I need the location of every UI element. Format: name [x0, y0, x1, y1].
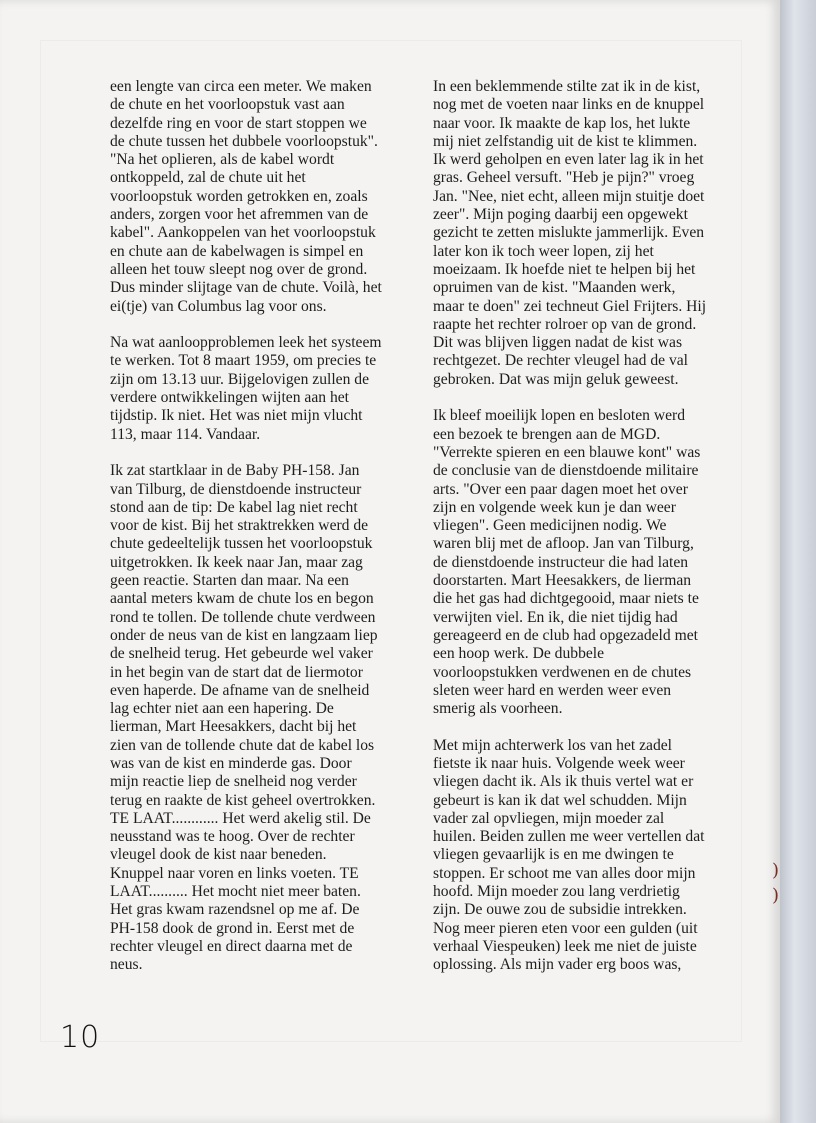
text-line: gebeurt is kan ik dat wel schudden. Mijn	[433, 791, 687, 809]
text-line: tijdstip. Ik niet. Het was niet mijn vlucht	[110, 407, 363, 425]
text-line: vliegen gevaarlijk is en me dwingen te	[433, 846, 674, 864]
text-line: vleugel dook de kist naar beneden.	[110, 846, 327, 864]
text-line: ontkoppeld, zal de chute uit het	[110, 169, 306, 187]
text-line: even haperde. De afname van de snelheid	[110, 681, 370, 699]
text-line: vliegen". Geen medicijnen nodig. We	[433, 517, 667, 535]
text-line: Na wat aanloopproblemen leek het systeem	[110, 334, 382, 352]
paragraph	[433, 737, 733, 975]
text-line: uitgetrokken. Ik keek naar Jan, maar zag	[110, 553, 363, 571]
paragraph	[433, 78, 733, 389]
page-edge	[780, 0, 816, 1123]
text-line: een bezoek te brengen aan de MGD.	[433, 425, 661, 443]
text-line: stoppen. Er schoot me van alles door mijn	[433, 864, 696, 882]
text-line: Ik zat startklaar in de Baby PH-158. Jan	[110, 462, 360, 480]
text-line: een lengte van circa een meter. We maken	[110, 78, 372, 95]
text-line: onder de neus van de kist en langzaam liep	[110, 626, 378, 644]
text-line: voor de kist. Bij het straktrekken werd de	[110, 517, 369, 535]
paragraph-gap	[110, 316, 402, 334]
text-line: gebroken. Dat was mijn geluk geweest.	[433, 370, 679, 388]
text-line: chute gedeeltelijk tussen het voorloopstuk	[110, 535, 373, 553]
text-line: Ik werd geholpen en even later lag ik in het	[433, 151, 704, 169]
text-line: verwijten viel. En ik, die niet tijdig had	[433, 608, 678, 626]
text-line: verhaal Viespeuken) leek me niet de juiste	[433, 937, 697, 955]
text-line: Het gras kwam razendsnel op me af. De	[110, 901, 360, 919]
text-line: te werken. Tot 8 maart 1959, om precies te	[110, 352, 377, 370]
text-line: huilen. Beiden zullen me weer vertellen dat	[433, 828, 705, 846]
paragraph-gap	[433, 389, 733, 407]
text-line: terug en raakte de kist geheel overtrokken.	[110, 791, 376, 809]
text-line: zijn en volgende week kun je dan weer	[433, 498, 676, 516]
text-line: LAAT.......... Het mocht niet meer baten.	[110, 883, 361, 901]
text-line: die het gas had dichtgegooid, maar niets te	[433, 590, 699, 608]
text-line: was van de kist en minderde gas. Door	[110, 754, 352, 772]
text-line: kabel". Aankoppelen van het voorloopstuk	[110, 224, 376, 242]
text-line: raapte het rechter rolroer op van de grond.	[433, 315, 697, 333]
margin-mark: )	[772, 860, 780, 881]
paragraph	[110, 78, 402, 316]
right-text-column	[433, 78, 733, 975]
text-line: moeizaam. Ik hoefde niet te helpen bij het	[433, 260, 696, 278]
paragraph-gap	[110, 444, 402, 462]
text-line: gereageerd en de club had opgezadeld met	[433, 626, 698, 644]
text-line: vader zal opvliegen, mijn moeder zal	[433, 809, 665, 827]
text-line: hoofd. Mijn moeder zou lang verdrietig	[433, 883, 680, 901]
text-line: In een beklemmende stilte zat ik in de kist,	[433, 78, 701, 95]
text-line: 113, maar 114. Vandaar.	[110, 425, 261, 443]
text-line: TE LAAT............ Het werd akelig stil. De	[110, 809, 371, 827]
text-line: gras. Geheel versuft. "Heb je pijn?" vroeg	[433, 169, 695, 187]
text-line: lag echter niet aan een hapering. De	[110, 700, 334, 718]
text-line: voorloopstuk worden getrokken en, zoals	[110, 187, 368, 205]
text-line: aantal meters kwam de chute los en begon	[110, 590, 374, 608]
text-line: ei(tje) van Columbus lag voor ons.	[110, 297, 327, 315]
text-line: later kon ik toch weer lopen, zij het	[433, 242, 654, 260]
paragraph	[110, 334, 402, 444]
text-line: Jan. "Nee, niet echt, alleen mijn stuitje doet	[433, 187, 705, 205]
text-line: Dus minder slijtage van de chute. Voilà, het	[110, 279, 382, 297]
paragraph-gap	[433, 718, 733, 736]
text-line: in het begin van de start dat de liermotor	[110, 663, 363, 681]
text-line: de dienstdoende instructeur die had laten	[433, 553, 689, 571]
text-line: doorstarten. Mart Heesakkers, de lierman	[433, 572, 692, 590]
text-line: dezelfde ring en voor de start stoppen we	[110, 114, 367, 132]
text-line: zeer". Mijn poging daarbij een opgewekt	[433, 206, 688, 224]
text-line: en chute aan de kabelwagen is simpel en	[110, 242, 364, 260]
text-line: verdere ontwikkelingen wijten aan het	[110, 389, 350, 407]
text-line: fietste ik naar huis. Volgende week weer	[433, 754, 685, 772]
text-line: rond te tollen. De tollende chute verdween	[110, 608, 376, 626]
text-line: rechtgezet. De rechter vleugel had de val	[433, 352, 688, 370]
paragraph	[433, 407, 733, 718]
text-line: zien van de tollende chute dat de kabel los	[110, 736, 375, 754]
text-line: gezicht te zetten mislukte jammerlijk. Even	[433, 224, 705, 242]
text-line: een hoop werk. De dubbele	[433, 645, 605, 663]
margin-mark: )	[772, 885, 780, 906]
text-line: de snelheid terug. Het gebeurde wel vaker	[110, 645, 373, 663]
text-line: zijn. De ouwe zou de subsidie intrekken.	[433, 901, 687, 919]
text-line: voorloopstukken verdwenen en de chutes	[433, 663, 692, 681]
text-line: sleten weer hard en werden weer even	[433, 681, 672, 699]
text-line: stond aan de tip: De kabel lag niet recht	[110, 498, 358, 516]
paragraph	[110, 462, 402, 974]
text-line: opruimen van de kist. "Maanden werk,	[433, 279, 676, 297]
text-line: nog met de voeten naar links en de knuppel	[433, 96, 705, 114]
text-line: anders, zorgen voor het afremmen van de	[110, 206, 369, 224]
text-line: "Verrekte spieren en een blauwe kont" was	[433, 443, 701, 461]
text-line: PH-158 dook de grond in. Eerst met de	[110, 919, 355, 937]
text-line: mijn reactie liep de snelheid nog verder	[110, 773, 357, 791]
text-line: lierman, Mart Heesakkers, dacht bij het	[110, 718, 357, 736]
text-line: neus.	[110, 956, 143, 974]
text-line: rechter vleugel en direct daarna met de	[110, 937, 353, 955]
text-line: arts. "Over een paar dagen moet het over	[433, 480, 688, 498]
text-line: waren blij met de afloop. Jan van Tilburg,	[433, 535, 694, 553]
text-line: Knuppel naar voren en links voeten. TE	[110, 864, 359, 882]
text-line: Nog meer pieren eten voor een gulden (uit	[433, 919, 698, 937]
text-line: maar te doen" zei techneut Giel Frijters. Hij	[433, 297, 707, 315]
page-number: 10	[60, 1020, 101, 1055]
text-line: oplossing. Als mijn vader erg boos was,	[433, 956, 682, 974]
text-line: van Tilburg, de dienstdoende instructeur	[110, 480, 362, 498]
text-line: "Na het oplieren, als de kabel wordt	[110, 151, 335, 169]
text-line: vliegen dacht ik. Als ik thuis vertel wat er	[433, 773, 694, 791]
text-line: de chute en het voorloopstuk vast aan	[110, 96, 345, 114]
text-line: smerig als voorheen.	[433, 700, 563, 718]
text-line: de chute tussen het dubbele voorloopstuk".	[110, 132, 378, 150]
text-line: geen reactie. Starten dan maar. Na een	[110, 572, 349, 590]
text-line: Met mijn achterwerk los van het zadel	[433, 736, 673, 754]
text-line: Dit was blijven liggen nadat de kist was	[433, 334, 683, 352]
text-line: mij niet zelfstandig uit de kist te klimmen.	[433, 132, 698, 150]
text-line: neusstand was te hoog. Over de rechter	[110, 828, 355, 846]
text-line: alleen het touw sleept nog over de grond.	[110, 260, 368, 278]
text-line: de conclusie van de dienstdoende militaire	[433, 462, 699, 480]
left-text-column	[110, 78, 402, 975]
text-line: naar voor. Ik maakte de kap los, het lukte	[433, 114, 691, 132]
text-line: Ik bleef moeilijk lopen en besloten werd	[433, 407, 686, 425]
text-line: zijn om 13.13 uur. Bijgelovigen zullen de	[110, 370, 369, 388]
